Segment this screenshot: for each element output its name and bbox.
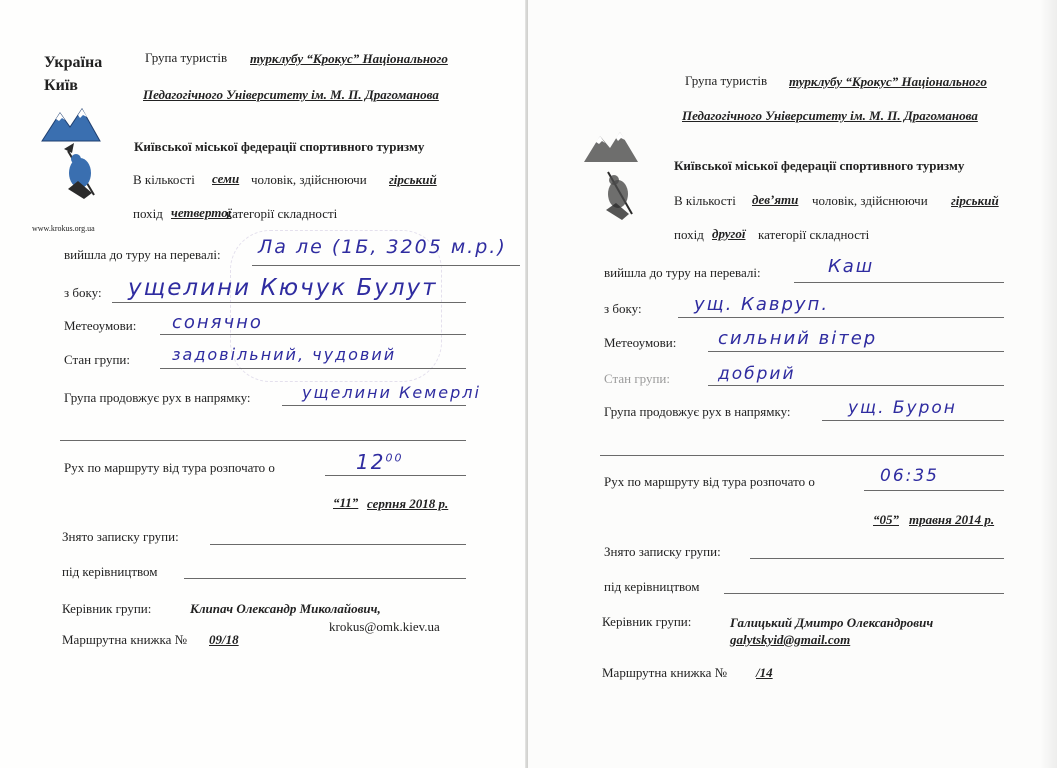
weather-label: Метеоумови: — [604, 335, 677, 350]
state-label: Стан групи: — [64, 352, 131, 367]
leadership-label: під керівництвом — [62, 564, 158, 579]
group-club-line1: турклубу “Крокус” Національного — [789, 74, 987, 89]
side-value: ущелини Кючук Булут — [128, 275, 438, 301]
state-label: Стан групи: — [604, 371, 671, 386]
count-value: дев’яти — [752, 192, 799, 207]
side-label: з боку: — [604, 301, 642, 316]
count-mid: чоловік, здійснюючи — [251, 172, 367, 187]
pass-label: вийшла до туру на перевалі: — [604, 265, 761, 280]
pass-label: вийшла до туру на перевалі: — [64, 247, 221, 262]
leader-name: Галицький Дмитро Олександрович — [730, 615, 934, 630]
count-prefix: В кількості — [674, 193, 736, 208]
category-value: другої — [712, 226, 746, 241]
category-value: четвертої — [171, 205, 232, 220]
start-line — [325, 475, 466, 476]
group-prefix: Група туристів — [145, 50, 228, 65]
weather-line — [708, 351, 1004, 352]
pass-value: Ла ле (1Б, 3205 м.р.) — [258, 236, 507, 258]
removed-line — [210, 544, 466, 545]
leader-label: Керівник групи: — [602, 614, 692, 629]
removed-label: Знято записку групи: — [62, 529, 179, 544]
removed-label: Знято записку групи: — [604, 544, 721, 559]
leader-label: Керівник групи: — [62, 601, 152, 616]
direction-line-2 — [600, 455, 1004, 456]
date-day: “05” — [873, 512, 899, 527]
leadership-line — [724, 593, 1004, 594]
start-value: $12^{00}$ — [356, 450, 404, 474]
direction-line — [282, 405, 466, 406]
header-country: Україна — [44, 54, 103, 71]
direction-label: Група продовжує рух в напрямку: — [604, 404, 791, 419]
category-suffix: категорії складності — [758, 227, 870, 242]
federation-text: Київської міської федерації спортивного туризму — [674, 158, 965, 173]
pass-value: Каш — [828, 256, 875, 277]
book-label: Маршрутна книжка № — [602, 665, 728, 680]
count-prefix: В кількості — [133, 172, 195, 187]
group-club-line2: Педагогічного Університету ім. М. П. Драгоманова — [682, 108, 978, 123]
left-note-sheet — [0, 0, 528, 768]
date-rest: серпня 2018 р. — [367, 496, 449, 511]
website-text: www.krokus.org.ua — [32, 224, 95, 233]
date-rest: травня 2014 р. — [909, 512, 995, 527]
state-value: задовільний, чудовий — [172, 345, 397, 364]
start-label: Рух по маршруту від тура розпочато о — [604, 474, 815, 489]
scan-edge-shadow — [1040, 0, 1057, 768]
group-club-line2: Педагогічного Університету ім. М. П. Драгоманова — [143, 87, 439, 102]
count-value: семи — [212, 171, 240, 186]
weather-label: Метеоумови: — [64, 318, 137, 333]
state-line — [708, 385, 1004, 386]
count-mid: чоловік, здійснюючи — [812, 193, 928, 208]
side-line — [112, 302, 466, 303]
state-value: добрий — [718, 364, 796, 384]
book-label: Маршрутна книжка № — [62, 632, 188, 647]
leadership-line — [184, 578, 466, 579]
side-label: з боку: — [64, 285, 102, 300]
book-value: /14 — [756, 665, 773, 680]
side-value: ущ. Кавруп. — [694, 294, 830, 315]
direction-line-2 — [60, 440, 466, 441]
leader-email: galytskyid@gmail.com — [730, 632, 851, 647]
right-note-sheet — [528, 0, 1057, 768]
start-label: Рух по маршруту від тура розпочато о — [64, 460, 275, 475]
direction-line — [822, 420, 1004, 421]
hike-prefix: похід — [133, 206, 163, 221]
leader-name: Клипач Олександр Миколайович, — [190, 601, 381, 616]
mountain-climber-logo-icon — [38, 103, 118, 203]
start-value: 06:35 — [880, 466, 939, 486]
direction-label: Група продовжує рух в напрямку: — [64, 390, 251, 405]
state-line — [160, 368, 466, 369]
leadership-label: під керівництвом — [604, 579, 700, 594]
weather-line — [160, 334, 466, 335]
header-city: Київ — [44, 77, 78, 94]
weather-value: сильний вітер — [718, 328, 878, 349]
category-suffix: категорії складності — [226, 206, 338, 221]
direction-value: ущелини Кемерлі — [302, 383, 481, 402]
hike-prefix: похід — [674, 227, 704, 242]
start-line — [864, 490, 1004, 491]
book-value: 09/18 — [209, 632, 239, 647]
leader-email: krokus@omk.kiev.ua — [329, 619, 440, 634]
pass-line — [252, 265, 520, 266]
direction-value: ущ. Бурон — [848, 398, 957, 418]
side-line — [678, 317, 1004, 318]
removed-line — [750, 558, 1004, 559]
date-day: “11” — [333, 495, 359, 510]
federation-text: Київської міської федерації спортивного туризму — [134, 139, 425, 154]
group-club-line1: турклубу “Крокус” Національного — [250, 51, 448, 66]
tour-type: гірський — [389, 172, 437, 187]
pass-line — [794, 282, 1004, 283]
mountain-climber-logo-icon — [580, 126, 652, 222]
tour-type: гірський — [951, 193, 999, 208]
group-prefix: Група туристів — [685, 73, 768, 88]
weather-value: сонячно — [172, 312, 263, 333]
